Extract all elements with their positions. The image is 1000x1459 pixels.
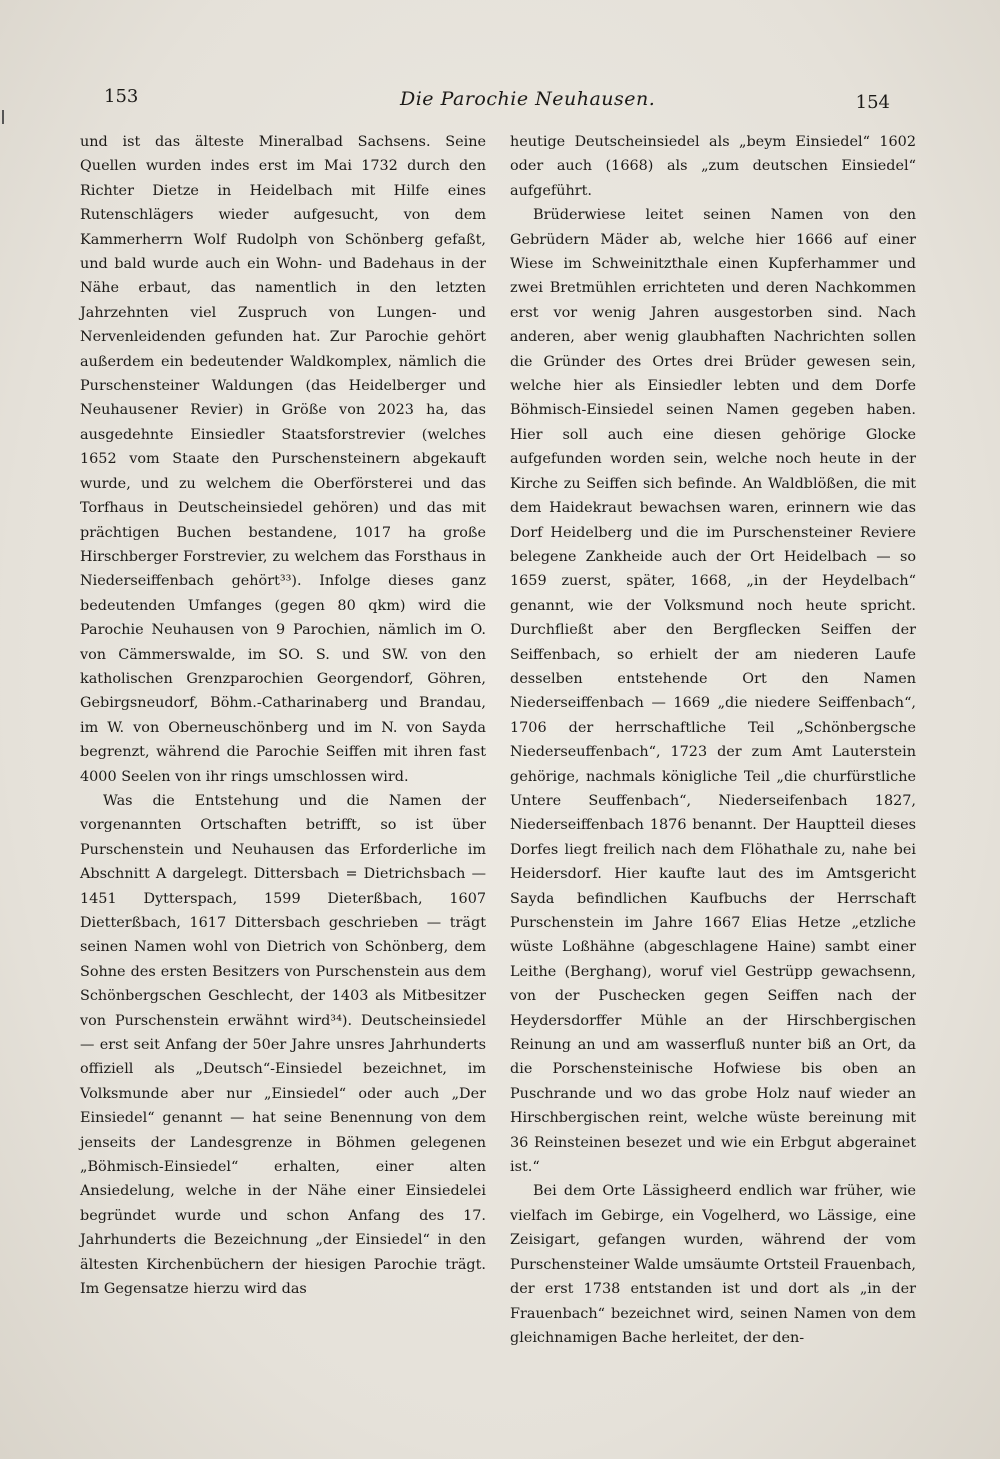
running-title: Die Parochie Neuhausen.: [400, 88, 656, 110]
left-paragraph-2: Was die Entstehung und die Namen der vorgenannten Ortschaften betrifft, so ist über Purschenstein und Neuhausen das Erforderliche im Abschnitt A dargelegt. Dittersbach = Dietrichsbach — 1451 Dytterspach, 1599 Dieterßbach, 1607 Dietterßbach, 1617 Dittersbach geschrieben — trägt seinen Namen wohl von Dietrich von Schönberg, dem Sohne des ersten Besitzers von Purschenstein aus dem Schönbergschen Geschlecht, der 1403 als Mitbesitzer von Purschenstein erwähnt wird³⁴). Deutscheinsiedel — erst seit Anfang der 50er Jahre unsres Jahrhunderts offiziell als „Deutsch“-Einsiedel bezeichnet, im Volksmunde aber nur „Einsiedel“ oder auch „Der Einsiedel“ genannt — hat seine Benennung von dem jenseits der Landesgrenze in Böhmen gelegenen „Böhmisch-Einsiedel“ erhalten, einer alten Ansiedelung, welche in der Nähe einer Einsiedelei begründet wurde und schon Anfang des 17. Jahrhunderts die Bezeichnung „der Einsiedel“ in den ältesten Kirchenbüchern der hiesigen Parochie trägt. Im Gegensatze hierzu wird das: [80, 792, 486, 1298]
left-column: [80, 130, 486, 1302]
page-number-right: 154: [855, 92, 890, 113]
page-number-left: 153: [104, 86, 139, 107]
left-paragraph-1: und ist das älteste Mineralbad Sachsens. Seine Quellen wurden indes erst im Mai 1732 durch den Richter Dietze in Heidelbach mit Hilfe eines Rutenschlägers wieder aufgesucht, von dem Kammerherrn Wolf Rudolph von Schönberg gefaßt, und bald wurde auch ein Wohn- und Badehaus in der Nähe erbaut, das namentlich in den letzten Jahrzehnten viel Zuspruch von Lungen- und Nervenleidenden gefunden hat. Zur Parochie gehört außerdem ein bedeutender Waldkomplex, nämlich die Purschensteiner Waldungen (das Heidelberger und Neuhausener Revier) in Größe von 2023 ha, das ausgedehnte Einsiedler Staatsforstrevier (welches 1652 vom Staate den Purschensteinern abgekauft wurde, und zu welchem die Oberförsterei und das Torfhaus in Deutscheinsiedel gehören) und das mit prächtigen Buchen bestandene, 1017 ha große Hirschberger Forstrevier, zu welchem das Forsthaus in Niederseiffenbach gehört³³). Infolge dieses ganz bedeutenden Umfanges (gegen 80 qkm) wird die Parochie Neuhausen von 9 Parochien, nämlich im O. von Cämmerswalde, im SO. S. und SW. von den katholischen Grenzparochien Georgendorf, Göhren, Gebirgsneudorf, Böhm.-Catharinaberg und Brandau, im W. von Oberneuschönberg und im N. von Sayda begrenzt, während die Parochie Seiffen mit ihren fast 4000 Seelen von ihr rings umschlossen wird.: [80, 134, 486, 785]
right-paragraph-2: Brüderwiese leitet seinen Namen von den Gebrüdern Mäder ab, welche hier 1666 auf einer Wiese im Schweinitzthale einen Kupferhammer und zwei Bretmühlen errichteten und deren Nachkommen erst vor wenig Jahren ausgestorben sind. Nach anderen, aber wenig glaubhaften Nachrichten sollen die Gründer des Ortes drei Brüder gewesen sein, welche hier als Einsiedler lebten und dem Dorfe Böhmisch-Einsiedel seinen Namen gegeben haben. Hier soll auch eine diesen gehörige Glocke aufgefunden worden sein, welche noch heute in der Kirche zu Seiffen sich befinde. An Waldblößen, die mit dem Haidekraut bewachsen waren, erinnern wie das Dorf Heidelberg und die im Purschensteiner Reviere belegene Zankheide auch der Ort Heidelbach — so 1659 zuerst, später, 1668, „in der Heydelbach“ genannt, wie der Volksmund noch heute spricht. Durchfließt aber den Bergflecken Seiffen der Seiffenbach, so erhielt der am niederen Laufe desselben entstehende Ort den Namen Niederseiffenbach — 1669 „die niedere Seiffenbach“, 1706 der herrschaftliche Teil „Schönbergsche Niederseuffenbach“, 1723 der zum Amt Lauterstein gehörige, nachmals königliche Teil „die churfürstliche Untere Seuffenbach“, Niederseifenbach 1827, Niederseiffenbach 1876 benannt. Der Hauptteil dieses Dorfes liegt freilich nach dem Flöhathale zu, nahe bei Heidersdorf. Hier kaufte laut des im Amtsgericht Sayda befindlichen Kaufbuchs der Herrschaft Purschenstein im Jahre 1667 Elias Hetze „etzliche wüste Loßhähne (abgeschlagene Haine) sambt einer Leithe (Berghang), woruf viel Gestrüpp gewachsenn, von der Puschecken gegen Seiffen nach der Heydersdorffer Mühle an der Hirschbergischen Reinung an und am wasserfluß nunter biß an Ort, da die Porschensteinische Hofwiese bis oben an Puschrande und wo das grobe Holz nauf wieder an Hirschbergischen reint, welche wüste bereinung mit 36 Reinsteinen besezet und wie ein Erbgut abgerainet ist.“: [510, 207, 916, 1176]
right-column: [510, 130, 916, 1350]
right-paragraph-3: Bei dem Orte Lässigheerd endlich war früher, wie vielfach im Gebirge, ein Vogelherd, wo Lässige, eine Zeisigart, gefangen wurden, während der vom Purschensteiner Walde umsäumte Ortsteil Frauenbach, der erst 1738 entstanden ist und dort als „in der Frauenbach“ bezeichnet wird, seinen Namen von dem gleichnamigen Bache herleitet, der den-: [510, 1183, 916, 1346]
right-paragraph-1: heutige Deutscheinsiedel als „beym Einsiedel“ 1602 oder auch (1668) als „zum deutschen Einsiedel“ aufgeführt.: [510, 134, 916, 199]
page-header: [0, 86, 1000, 116]
